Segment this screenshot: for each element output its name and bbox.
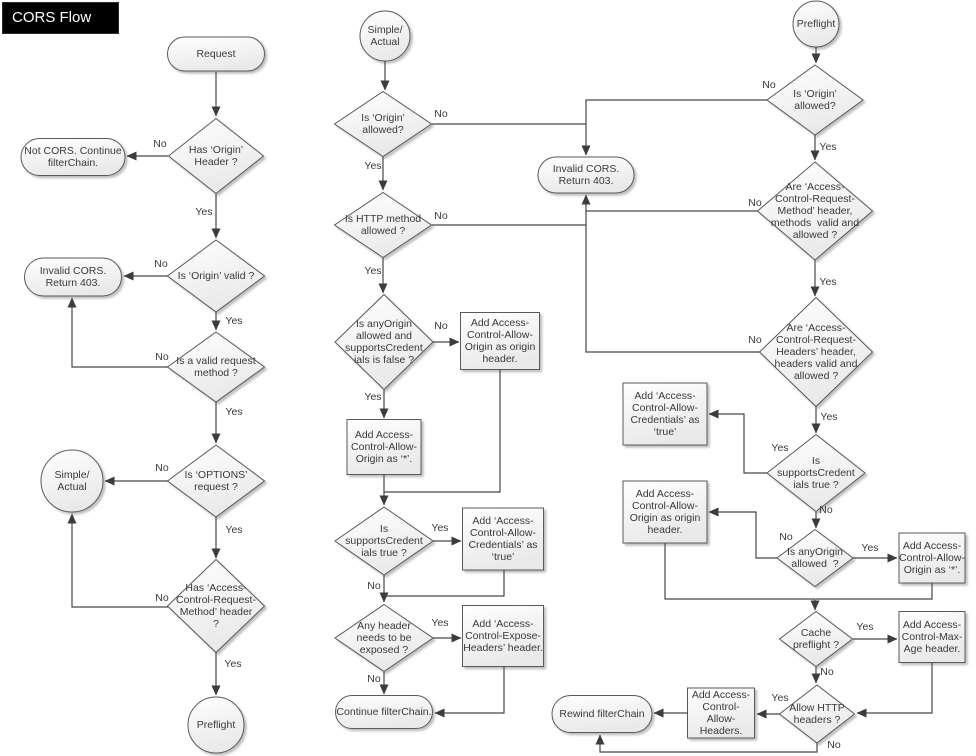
is-supportscredentials-true-preflight-label: Is supportsCredent ials true ? bbox=[777, 455, 855, 491]
edge-label-yes: Yes bbox=[861, 542, 879, 554]
node-rewind-filterchain bbox=[552, 696, 652, 733]
edge-label-yes: Yes bbox=[819, 276, 837, 288]
node-is-supportscredentials-true-simple bbox=[335, 507, 433, 575]
edge-label-no: No bbox=[748, 334, 762, 346]
node-cache-preflight bbox=[780, 612, 853, 667]
edge-label-no: No bbox=[434, 210, 448, 222]
node-is-options-request bbox=[168, 445, 265, 517]
node-preflight-right bbox=[793, 1, 839, 47]
allow-http-headers-label: Allow HTTP headers ? bbox=[789, 702, 845, 726]
node-continue-filterchain bbox=[336, 696, 433, 729]
edge-label-yes: Yes bbox=[771, 692, 789, 704]
is-valid-request-method-label: Is a valid request method ? bbox=[176, 355, 256, 379]
has-origin-header-label: Has ‘Origin’ Header ? bbox=[188, 144, 244, 168]
is-origin-valid-label: Is ‘Origin’ valid ? bbox=[177, 270, 255, 282]
simple-actual-mid-label: Simple/ Actual bbox=[367, 24, 403, 48]
add-expose-headers-label: Add ‘Access- Control-Expose- Headers’ header. bbox=[463, 618, 543, 654]
edge-label-no: No bbox=[779, 531, 793, 543]
not-cors-continue-filterchain-label: Not CORS. Continue filterChain. bbox=[24, 145, 122, 169]
edge-label-yes: Yes bbox=[225, 406, 243, 418]
node-are-acrh-headers-valid-allowed bbox=[760, 298, 873, 407]
connector-line bbox=[72, 514, 168, 607]
shapes-layer bbox=[21, 1, 965, 753]
connector-line bbox=[435, 667, 504, 713]
node-is-origin-valid bbox=[168, 240, 265, 312]
edge-label-yes: Yes bbox=[856, 621, 874, 633]
edge-label-yes: Yes bbox=[225, 315, 243, 327]
node-simple-actual-mid bbox=[360, 11, 410, 61]
are-acrh-headers-valid-allowed-label: Are ‘Access- Control-Request- Headers’ header, headers valid and allowed ? bbox=[774, 322, 858, 382]
connector-line bbox=[72, 298, 168, 367]
node-is-anyorigin-allowed bbox=[777, 530, 853, 587]
cache-preflight-label: Cache preflight ? bbox=[792, 627, 840, 651]
connector-line bbox=[586, 195, 760, 352]
node-add-acao-origin-header-simple bbox=[461, 313, 540, 370]
add-allow-headers-label: Add Access- Control- Allow- Headers. bbox=[691, 689, 751, 737]
is-anyorigin-allowed-label: Is anyOrigin allowed ? bbox=[786, 546, 844, 570]
are-acrm-methods-valid-allowed-label: Are ‘Access- Control-Request- Method’ header, methods valid and allowed ? bbox=[770, 181, 860, 241]
connector-line bbox=[709, 414, 767, 473]
node-not-cors-continue-filterchain bbox=[21, 139, 125, 176]
node-is-origin-allowed-simple bbox=[335, 92, 432, 157]
edge-label-yes: Yes bbox=[820, 411, 838, 423]
node-invalid-cors-403-left bbox=[25, 258, 122, 296]
node-add-acac-true-preflight bbox=[623, 383, 707, 445]
edge-label-no: No bbox=[154, 258, 168, 270]
edge-label-yes: Yes bbox=[224, 658, 242, 670]
simple-actual-left-label: Simple/ Actual bbox=[54, 469, 90, 493]
diagram-title bbox=[2, 2, 119, 56]
node-add-acao-star-preflight bbox=[899, 533, 965, 583]
connector-line bbox=[384, 570, 504, 596]
node-invalid-cors-403-mid bbox=[538, 157, 634, 193]
add-acac-true-simple-label: Add ‘Access- Control-Allow- Credentials’ as ‘true’ bbox=[468, 515, 538, 563]
edge-label-no: No bbox=[434, 108, 448, 120]
add-acao-origin-header-simple-label: Add Access- Control-Allow- Origin as origin header. bbox=[464, 317, 536, 365]
edge-label-yes: Yes bbox=[819, 141, 837, 153]
edge-label-yes: Yes bbox=[364, 391, 382, 403]
node-is-supportscredentials-true-preflight bbox=[767, 435, 865, 512]
edge-label-yes: Yes bbox=[431, 522, 449, 534]
connector-line bbox=[857, 663, 932, 713]
edge-label-no: No bbox=[762, 79, 776, 91]
is-options-request-label: Is ‘OPTIONS’ request ? bbox=[184, 469, 248, 493]
edge-label-no: No bbox=[827, 739, 841, 751]
edge-label-no: No bbox=[367, 673, 381, 685]
diagram-title-text: CORS Flow Chart bbox=[12, 9, 92, 56]
is-supportscredentials-true-simple-label: Is supportsCredent ials true ? bbox=[345, 523, 423, 559]
is-http-method-allowed-label: Is HTTP method allowed ? bbox=[344, 213, 422, 237]
edge-label-no: No bbox=[434, 320, 448, 332]
has-acrm-header-label: Has ‘Access- Control-Request- Method’ header ? bbox=[176, 582, 256, 630]
edge-label-no: No bbox=[820, 666, 834, 678]
node-are-acrm-methods-valid-allowed bbox=[758, 162, 873, 260]
connector-line bbox=[586, 100, 767, 155]
edge-label-yes: Yes bbox=[771, 442, 789, 454]
node-add-acac-true-simple bbox=[463, 508, 544, 570]
any-header-needs-exposed-label: Any header needs to be exposed ? bbox=[356, 620, 412, 656]
add-acao-star-preflight-label: Add Access- Control-Allow- Origin as ‘*’. bbox=[899, 540, 965, 576]
edge-label-no: No bbox=[153, 138, 167, 150]
is-anyorigin-supportscredentials-false-label: Is anyOrigin allowed and supportsCredent ials is false ? bbox=[345, 318, 423, 366]
connector-line bbox=[709, 512, 777, 558]
node-add-allow-headers bbox=[688, 688, 755, 738]
edge-label-yes: Yes bbox=[195, 206, 213, 218]
edge-label-yes: Yes bbox=[364, 265, 382, 277]
node-preflight-left bbox=[188, 697, 244, 753]
node-is-anyorigin-supportscredentials-false bbox=[335, 295, 433, 390]
edge-label-no: No bbox=[748, 197, 762, 209]
node-add-max-age-header bbox=[899, 612, 965, 663]
node-any-header-needs-exposed bbox=[335, 605, 433, 672]
add-acao-star-simple-label: Add Access- Control-Allow- Origin as ‘*’. bbox=[351, 429, 417, 465]
add-acac-true-preflight-label: Add ‘Access- Control-Allow- Credentials’ as ‘true’ bbox=[630, 390, 700, 438]
continue-filterchain-label: Continue filterChain. bbox=[336, 706, 432, 718]
edge-label-no: No bbox=[819, 504, 833, 516]
preflight-right-label: Preflight bbox=[796, 18, 836, 30]
node-add-expose-headers bbox=[463, 606, 544, 667]
is-origin-allowed-preflight-label: Is ‘Origin’ allowed? bbox=[793, 88, 837, 112]
add-acao-origin-header-preflight-label: Add Access- Control-Allow- Origin as origin header. bbox=[629, 488, 701, 536]
node-simple-actual-left bbox=[41, 450, 103, 512]
node-is-valid-request-method bbox=[168, 332, 265, 402]
node-allow-http-headers bbox=[780, 685, 855, 743]
edge-label-no: No bbox=[155, 592, 169, 604]
invalid-cors-403-left-label: Invalid CORS. Return 403. bbox=[39, 265, 107, 289]
node-has-acrm-header bbox=[168, 560, 265, 653]
node-has-origin-header bbox=[169, 119, 264, 194]
node-add-acao-origin-header-preflight bbox=[623, 481, 707, 543]
edge-label-no: No bbox=[367, 580, 381, 592]
invalid-cors-403-mid-label: Invalid CORS. Return 403. bbox=[552, 163, 620, 187]
edge-label-yes: Yes bbox=[364, 160, 382, 172]
edge-label-no: No bbox=[155, 351, 169, 363]
connector-line bbox=[816, 583, 932, 599]
is-origin-allowed-simple-label: Is ‘Origin’ allowed? bbox=[361, 112, 405, 136]
preflight-left-label: Preflight bbox=[196, 719, 236, 731]
request-start-label: Request bbox=[196, 48, 236, 60]
node-is-http-method-allowed bbox=[335, 193, 432, 258]
node-add-acao-star-simple bbox=[347, 420, 421, 475]
node-request-start bbox=[168, 37, 265, 71]
node-is-origin-allowed-preflight bbox=[767, 65, 863, 135]
edge-label-no: No bbox=[155, 462, 169, 474]
edge-label-yes: Yes bbox=[431, 617, 449, 629]
add-max-age-header-label: Add Access- Control-Max- Age header. bbox=[901, 619, 963, 655]
rewind-filterchain-label: Rewind filterChain bbox=[559, 708, 645, 720]
edge-label-yes: Yes bbox=[225, 524, 243, 536]
